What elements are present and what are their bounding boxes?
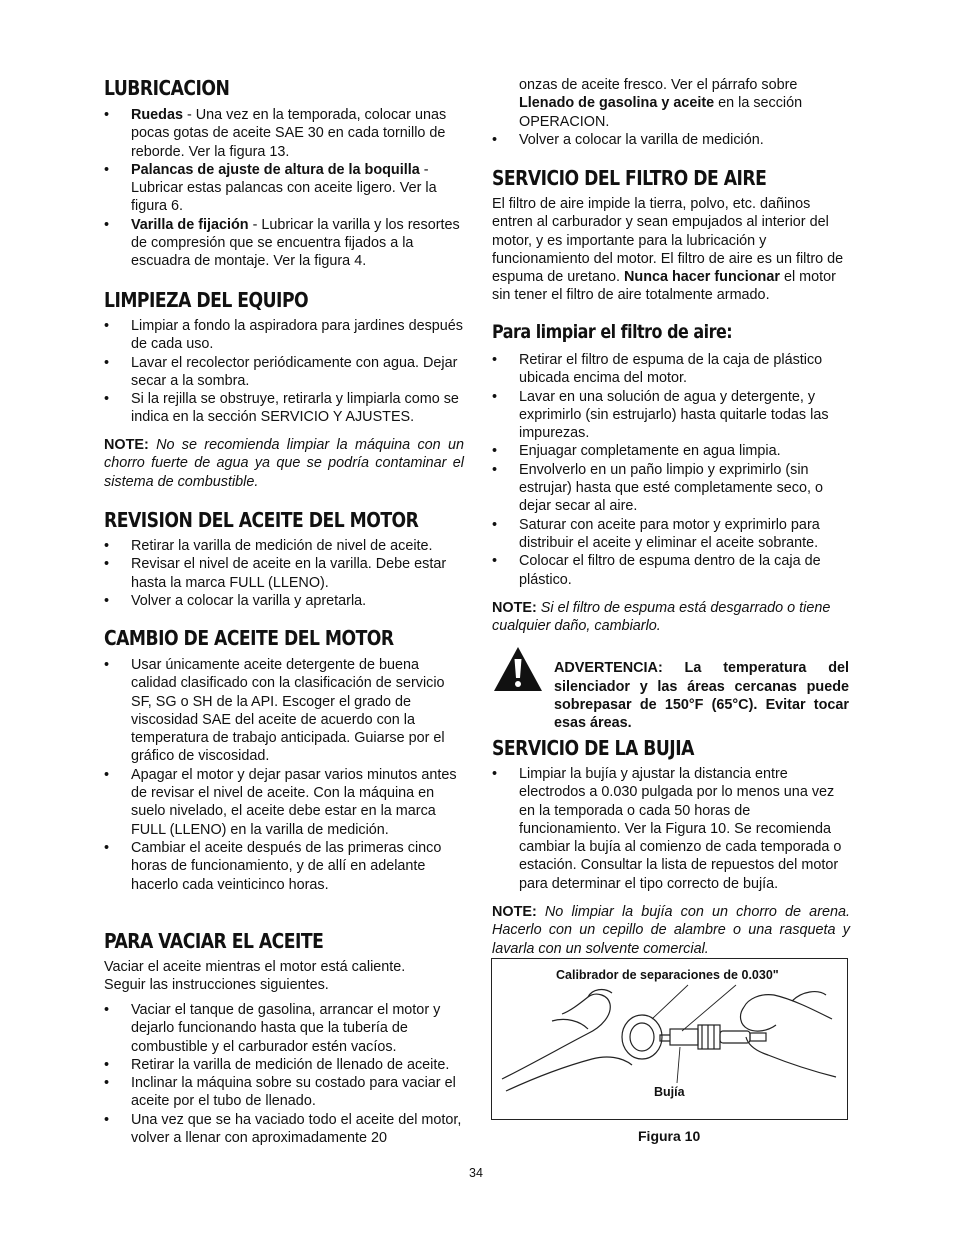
heading-lubricacion: LUBRICACION [104,76,230,100]
list-item: • Colocar el filtro de espuma dentro de la caja de plástico. [492,552,850,589]
page-number: 34 [469,1166,483,1180]
list-item: • Limpiar a fondo la aspiradora para jardines después de cada uso. [104,317,464,354]
list-item: • Retirar la varilla de medición de nivel de aceite. [104,537,466,555]
list-item: • Si la rejilla se obstruye, retirarla y limpiarla como se indica en la sección SERVICIO Y AJUSTES. [104,390,464,427]
note-limpieza: NOTE: No se recomienda limpiar la máquina con un chorro fuerte de agua ya que se podría contaminar el sistema de combustible. [104,437,464,490]
list-item: • Saturar con aceite para motor y exprimirlo para distribuir el aceite y eliminar el aceite sobrante. [492,516,850,553]
continued-paragraph: onzas de aceite fresco. Ver el párrafo sobre Llenado de gasolina y aceite en la sección OPERACION. [519,77,803,130]
list-cambio [104,656,466,894]
figure-caption: Figura 10 [638,1128,701,1144]
warning-text: ADVERTENCIA: La temperatura del silenciador y las áreas cercanas puede sobrepasar de 150°F (65°C). Evitar tocar esas áreas. [554,660,849,732]
paragraph-filtro: El filtro de aire impide la tierra, polvo, etc. dañinos entren al carburador y sean empujados al interior del motor, y es importante para la lubricación y funcionamiento del motor. El filtro de aire es un filtro de espuma de uretano. Nunca hacer funcionar el motor sin tener el filtro de aire totalmente armado. [492,196,844,304]
list-item: • Usar únicamente aceite detergente de buena calidad clasificado con la clasificación de servicio SF, SG o SH de la API. Escoger el grado de viscosidad SAE del aceite de acuerdo con la temperatura de trabajo anticipada. Guiarse por el gráfico de viscosidad. [104,656,466,766]
list-item: • Envolverlo en un paño limpio y exprimirlo (sin estrujar) hasta que esté completamente seco, o dejar secar al aire. [492,461,850,516]
list-item: • Retirar la varilla de medición de llenado de aceite. [104,1056,466,1074]
list-item: • Una vez que se ha vaciado todo el aceite del motor, volver a llenar con aproximadamente 20 [104,1111,466,1148]
label-gauge: Calibrador de separaciones de 0.030" [556,968,779,982]
list-limpiar-filtro [492,351,850,589]
note-bujia: NOTE: No limpiar la bujía con un chorro de arena. Hacerlo con un cepillo de alambre o una rasqueta y lavarla con un solvente comercial. [492,904,850,957]
list-lubricacion [104,106,464,271]
list-item: • Ruedas - Una vez en la temporada, colocar unas pocas gotas de aceite SAE 30 en cada tornillo de reborde. Ver la figura 13. [104,106,464,161]
intro-vaciar: Vaciar el aceite mientras el motor está caliente. Seguir las instrucciones siguientes. [104,959,406,994]
list-bujia [492,765,850,893]
list-revision [104,537,466,610]
heading-vaciar: PARA VACIAR EL ACEITE [104,929,324,953]
heading-limpiar-filtro: Para limpiar el filtro de aire: [492,321,733,343]
heading-filtro: SERVICIO DEL FILTRO DE AIRE [492,166,767,190]
warning-triangle-icon [492,645,544,693]
list-item: • Enjuagar completamente en agua limpia. [492,442,850,460]
list-item: • Lavar en una solución de agua y detergente, y exprimirlo (sin estrujarlo) hasta quitarle todas las impurezas. [492,388,850,443]
list-item: • Varilla de fijación - Lubricar la varilla y los resortes de compresión que se encuentra fijados a la escuadra de montaje. Ver la figura 4. [104,216,464,271]
list-item: • Volver a colocar la varilla y apretarla. [104,592,466,610]
list-limpieza [104,317,464,427]
heading-revision: REVISION DEL ACEITE DEL MOTOR [104,508,419,532]
list-item: • Vaciar el tanque de gasolina, arrancar el motor y dejarlo funcionando hasta que la tubería de combustible y el carburador estén vacíos. [104,1001,466,1056]
list-item: • Palancas de ajuste de altura de la boquilla - Lubricar estas palancas con aceite ligero. Ver la figura 6. [104,161,464,216]
list-item: • Revisar el nivel de aceite en la varilla. Debe estar hasta la marca FULL (LLENO). [104,555,466,592]
list-item: • Volver a colocar la varilla de medición. [492,131,850,149]
heading-bujia: SERVICIO DE LA BUJIA [492,736,694,760]
list-item: • Cambiar el aceite después de las primeras cinco horas de funcionamiento, y de allí en adelante hacerlo cada veinticinco horas. [104,839,466,894]
list-vaciar [104,1001,466,1147]
list-item: • Lavar el recolector periódicamente con agua. Dejar secar a la sombra. [104,354,464,391]
note-filtro: NOTE: Si el filtro de espuma está desgarrado o tiene cualquier daño, cambiarlo. [492,600,831,635]
list-continued [492,131,850,149]
label-spark-plug: Bujía [654,1085,685,1099]
list-item: • Apagar el motor y dejar pasar varios minutos antes de revisar el nivel de aceite. Con la máquina en suelo nivelado, el aceite debe estar en la marca FULL (LLENO) en la varilla de medición. [104,766,466,839]
heading-limpieza: LIMPIEZA DEL EQUIPO [104,288,309,312]
heading-cambio: CAMBIO DE ACEITE DEL MOTOR [104,626,394,650]
list-item: • Limpiar la bujía y ajustar la distancia entre electrodos a 0.030 pulgada por lo menos una vez en la temporada o cada 50 horas de funcionamiento. Ver la Figura 10. Se recomienda cambiar la bujía al comienzo de cada temporada o estación. Consultar la lista de repuestos del motor para determinar el tipo correcto de bujía. [492,765,850,893]
list-item: • Inclinar la máquina sobre su costado para vaciar el aceite por el tubo de llenado. [104,1074,466,1111]
figure-spark-plug [491,958,848,1120]
list-item: • Retirar el filtro de espuma de la caja de plástico ubicada encima del motor. [492,351,850,388]
